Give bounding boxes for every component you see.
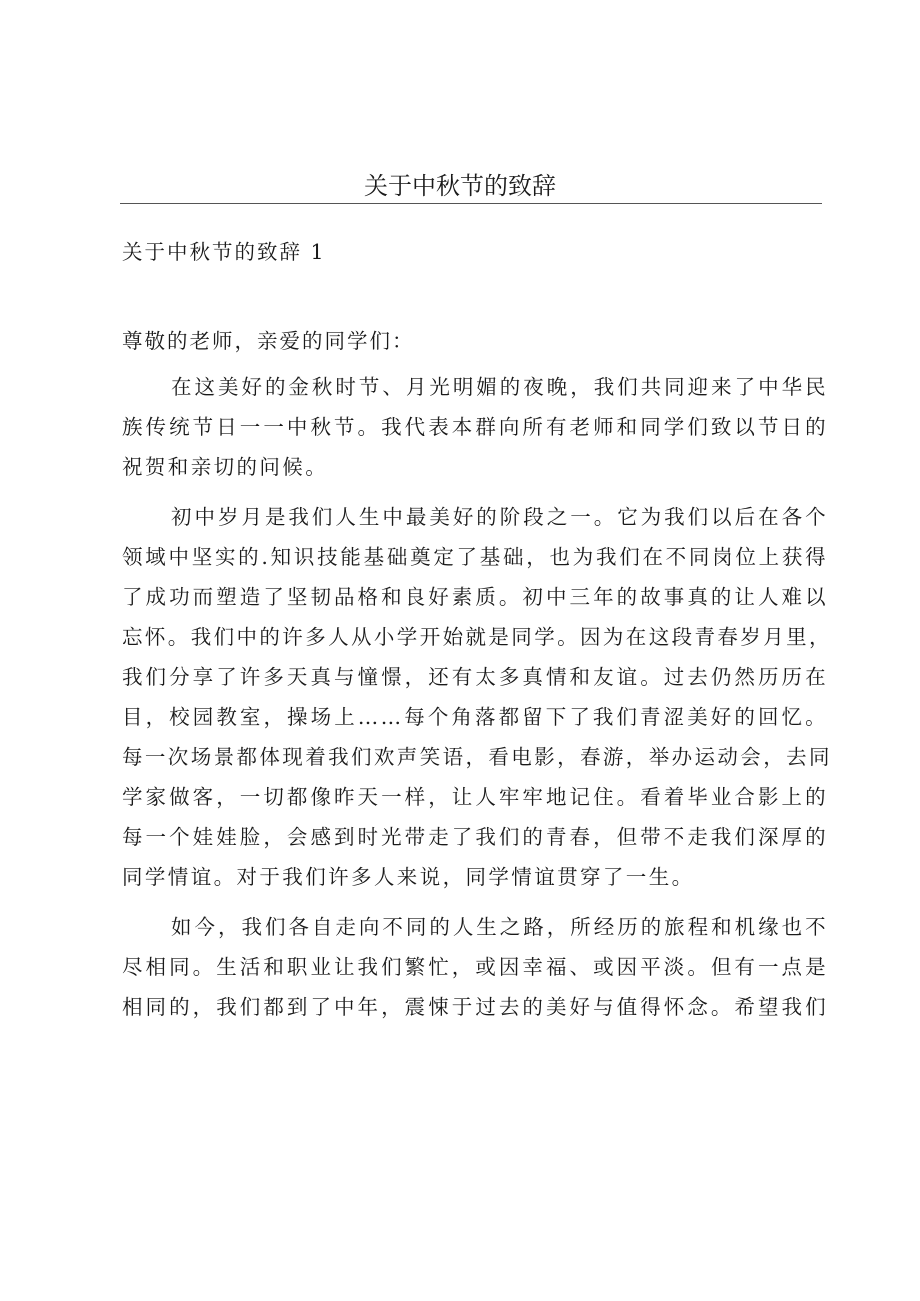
salutation: 尊敬的老师，亲爱的同学们： xyxy=(122,329,415,353)
paragraph-2 xyxy=(122,497,832,897)
text-line: 领域中坚实的.知识技能基础奠定了基础，也为我们在不同岗位上获得 xyxy=(122,545,828,569)
text-line: 了成功而塑造了坚韧品格和良好素质。初中三年的故事真的让人难以 xyxy=(122,585,828,609)
section-heading: 关于中秋节的致辞 1 xyxy=(122,240,326,264)
text-line: 目，校园教室，操场上……每个角落都留下了我们青涩美好的回忆。 xyxy=(122,705,828,729)
text-line: 在这美好的金秋时节、月光明媚的夜晚，我们共同迎来了中华民 xyxy=(171,375,828,399)
text-line: 相同的，我们都到了中年，震悚于过去的美好与值得怀念。希望我们 xyxy=(122,995,828,1019)
text-line: 尽相同。生活和职业让我们繁忙，或因幸福、或因平淡。但有一点是 xyxy=(122,955,828,979)
text-line: 同学情谊。对于我们许多人来说，同学情谊贯穿了一生。 xyxy=(122,865,695,889)
paragraph-1 xyxy=(122,367,828,487)
text-line: 祝贺和亲切的问候。 xyxy=(122,455,329,479)
document-title: 关于中秋节的致辞 xyxy=(364,172,556,200)
text-line: 初中岁月是我们人生中最美好的阶段之一。它为我们以后在各个 xyxy=(171,505,828,529)
text-line: 如今，我们各自走向不同的人生之路，所经历的旅程和机缘也不 xyxy=(171,915,828,939)
text-line: 每一次场景都体现着我们欢声笑语，看电影，春游，举办运动会，去同 xyxy=(122,745,832,769)
title-underline xyxy=(120,203,822,204)
paragraph-3 xyxy=(122,907,828,1027)
text-line: 学家做客，一切都像昨天一样，让人牢牢地记住。看着毕业合影上的 xyxy=(122,785,828,809)
text-line: 我们分享了许多天真与憧憬，还有太多真情和友谊。过去仍然历历在 xyxy=(122,665,828,689)
body-text xyxy=(122,367,832,1037)
text-line: 每一个娃娃脸，会感到时光带走了我们的青春，但带不走我们深厚的 xyxy=(122,825,828,849)
text-line: 族传统节日一一中秋节。我代表本群向所有老师和同学们致以节日的 xyxy=(122,415,828,439)
text-line: 忘怀。我们中的许多人从小学开始就是同学。因为在这段青春岁月里， xyxy=(122,625,832,649)
